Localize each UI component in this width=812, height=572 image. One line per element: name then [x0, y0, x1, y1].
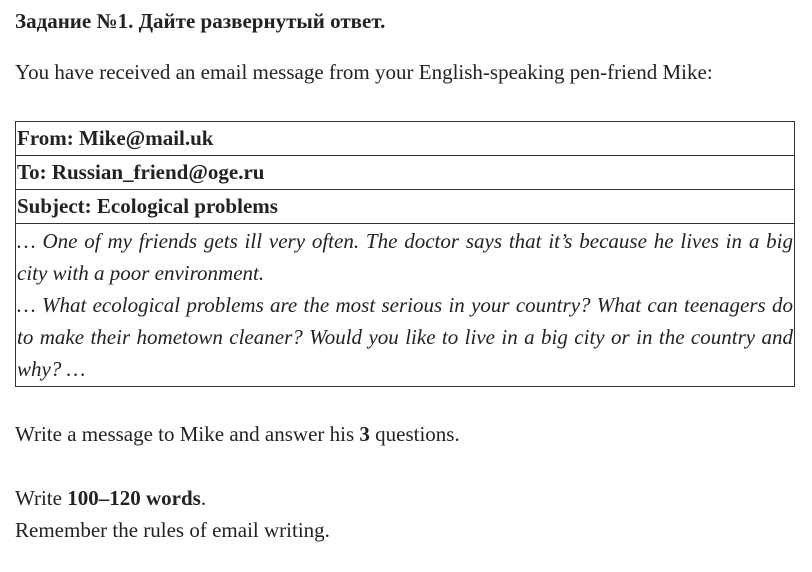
email-body-paragraph: … What ecological problems are the most serious in your country? What can teenagers do to make their hometown cleaner? Would you like to live in a big city or in the country and why? … — [17, 293, 793, 381]
instruction-text: . — [200, 486, 207, 510]
instruction-text: Write a message to Mike and answer his — [15, 422, 360, 446]
instruction-word-count — [15, 486, 206, 511]
email-from-row — [16, 122, 795, 156]
word-range: 100–120 words — [67, 486, 201, 510]
email-subject: Subject: Ecological problems — [16, 190, 795, 224]
instruction-text: questions. — [369, 422, 460, 446]
email-body — [16, 224, 795, 387]
question-count: 3 — [359, 422, 370, 446]
email-table — [15, 121, 795, 387]
instruction-answer-questions — [15, 422, 460, 447]
instruction-email-rules: Remember the rules of email writing. — [15, 518, 330, 542]
task-intro: You have received an email message from your English-speaking pen-friend Mike: — [15, 60, 713, 84]
email-to: To: Russian_friend@oge.ru — [16, 156, 795, 190]
email-subject-row — [16, 190, 795, 224]
email-from: From: Mike@mail.uk — [16, 122, 795, 156]
instruction-text: Write — [15, 486, 68, 510]
task-title: Задание №1. Дайте развернутый ответ. — [15, 9, 386, 33]
email-body-paragraph: … One of my friends gets ill very often. The doctor says that it’s because he lives in a big city with a poor environment. — [17, 229, 793, 285]
email-to-row — [16, 156, 795, 190]
email-body-row — [16, 224, 795, 387]
